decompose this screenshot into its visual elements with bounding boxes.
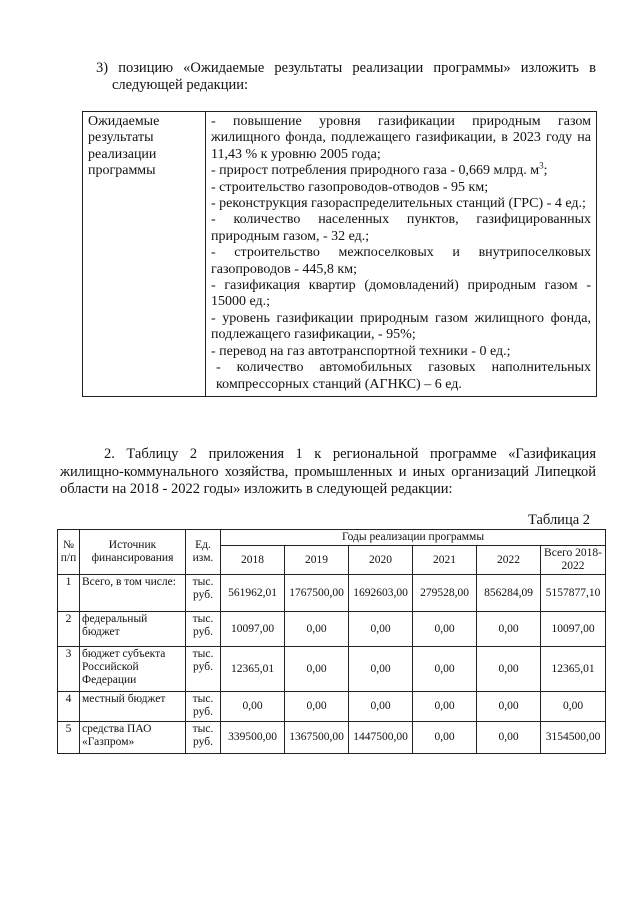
row-value: 0,00 [349, 692, 413, 722]
row-value: 0,00 [413, 692, 477, 722]
header-year: 2018 [221, 546, 285, 575]
row-value: 279528,00 [413, 575, 477, 612]
header-year: 2021 [413, 546, 477, 575]
row-num: 4 [58, 692, 80, 722]
item-3-paragraph [96, 60, 596, 94]
table-row [58, 692, 606, 722]
result-line: - количество автомобильных газовых наполнительных компрессорных станций (АГНКС) – 6 ед. [216, 360, 591, 392]
row-value: 1447500,00 [349, 722, 413, 754]
result-line: - повышение уровня газификации природным газом жилищного фонда, подлежащего газификации, в 2023 году на 11,43 % к уровню 2005 года; [211, 114, 591, 162]
result-line-text: - прирост потребления природного газа - 0,669 млрд. м [211, 163, 540, 179]
row-total: 3154500,00 [541, 722, 606, 754]
item-3-text: 3) позицию «Ожидаемые результаты реализации программы» изложить в следующей редакции: [96, 60, 596, 93]
row-unit: тыс. руб. [186, 647, 221, 692]
row-num: 2 [58, 612, 80, 647]
row-source: средства ПАО «Газпром» [80, 722, 186, 754]
result-line: - уровень газификации природным газом жилищного фонда, подлежащего газификации, - 95%; [211, 310, 591, 343]
row-value: 0,00 [349, 647, 413, 692]
row-total: 10097,00 [541, 612, 606, 647]
header-num: № п/п [58, 530, 80, 575]
row-source: бюджет субъекта Российской Федерации [80, 647, 186, 692]
row-value: 0,00 [477, 692, 541, 722]
item-2-paragraph: 2. Таблицу 2 приложения 1 к региональной программе «Газификация жилищно-коммунального хозяйства, промышленных и иных организаций Липецкой области на 2018 - 2022 годы» изложить в следующей редакции: [60, 446, 596, 497]
row-value: 0,00 [477, 612, 541, 647]
result-line: - количество населенных пунктов, газифицированных природным газом, - 32 ед.; [211, 212, 591, 244]
result-line: - газификация квартир (домовладений) природным газом - 15000 ед.; [211, 278, 591, 310]
row-value: 1692603,00 [349, 575, 413, 612]
row-value: 0,00 [413, 612, 477, 647]
table-caption: Таблица 2 [528, 512, 591, 528]
row-unit: тыс. руб. [186, 692, 221, 722]
header-year: 2022 [477, 546, 541, 575]
row-value: 0,00 [477, 647, 541, 692]
row-value: 856284,09 [477, 575, 541, 612]
header-year: 2019 [285, 546, 349, 575]
result-line: - реконструкция газораспределительных станций (ГРС) - 4 ед.; [211, 196, 586, 212]
row-value: 0,00 [221, 692, 285, 722]
row-value: 1367500,00 [285, 722, 349, 754]
expected-results-table [82, 111, 597, 397]
row-total: 0,00 [541, 692, 606, 722]
financing-table [57, 529, 606, 754]
header-total: Всего 2018-2022 [541, 546, 606, 575]
row-num: 5 [58, 722, 80, 754]
results-content-cell [206, 112, 597, 397]
row-source: федеральный бюджет [80, 612, 186, 647]
header-unit: Ед. изм. [186, 530, 221, 575]
row-value: 0,00 [413, 647, 477, 692]
row-value: 0,00 [285, 647, 349, 692]
row-value: 0,00 [413, 722, 477, 754]
row-unit: тыс. руб. [186, 722, 221, 754]
row-value: 10097,00 [221, 612, 285, 647]
row-value: 1767500,00 [285, 575, 349, 612]
header-years-group: Годы реализации программы [221, 530, 606, 546]
header-source: Источник финансирования [80, 530, 186, 575]
row-num: 3 [58, 647, 80, 692]
table-row [58, 575, 606, 612]
result-line [211, 160, 591, 179]
row-value: 339500,00 [221, 722, 285, 754]
results-label-cell [83, 112, 206, 397]
row-num: 1 [58, 575, 80, 612]
row-source: местный бюджет [80, 692, 186, 722]
header-row [58, 530, 606, 546]
table-row [58, 612, 606, 647]
row-total: 12365,01 [541, 647, 606, 692]
header-year: 2020 [349, 546, 413, 575]
row-value: 12365,01 [221, 647, 285, 692]
superscript: 3 [539, 160, 544, 171]
table-row [58, 647, 606, 692]
row-unit: тыс. руб. [186, 575, 221, 612]
row-value: 0,00 [477, 722, 541, 754]
row-value: 0,00 [285, 612, 349, 647]
row-value: 0,00 [349, 612, 413, 647]
row-unit: тыс. руб. [186, 612, 221, 647]
row-source: Всего, в том числе: [80, 575, 186, 612]
row-value: 561962,01 [221, 575, 285, 612]
row-total: 5157877,10 [541, 575, 606, 612]
result-line: - перевод на газ автотранспортной техники - 0 ед.; [211, 343, 511, 359]
results-label: Ожидаемые результаты реализации программы [88, 114, 160, 179]
row-value: 0,00 [285, 692, 349, 722]
result-line-suffix: ; [543, 163, 548, 179]
result-line: - строительство межпоселковых и внутрипоселковых газопроводов - 445,8 км; [211, 245, 591, 277]
table-row [58, 722, 606, 754]
result-line: - строительство газопроводов-отводов - 95 км; [211, 179, 489, 195]
